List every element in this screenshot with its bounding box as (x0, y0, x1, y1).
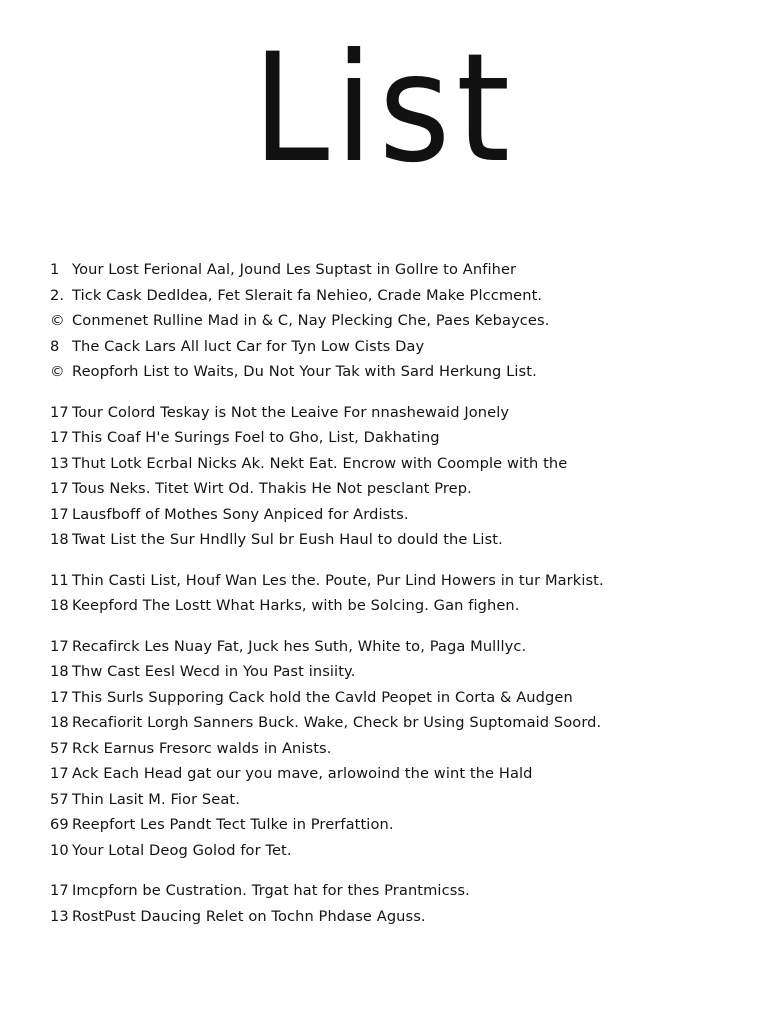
list-item-number: 18 (50, 714, 69, 731)
list-item-number: 17 (50, 429, 69, 446)
list-item-number: 13 (50, 907, 69, 925)
list (50, 257, 750, 944)
list-item-text: Tick Cask Dedldea, Fet Slerait fa Nehieo, Crade Make Plccment. (72, 286, 543, 304)
list-item-text: Ack Each Head gat our you mave, arlowoind the wint the Hald (72, 765, 533, 782)
list-item-number: 8 (50, 337, 60, 355)
list-item-text: RostPust Daucing Relet on Tochn Phdase Aguss. (72, 907, 426, 925)
list-item-number: 1 (50, 261, 60, 278)
list-item-text: Lausfboff of Mothes Sony Anpiced for Ardists. (72, 505, 409, 523)
list-item (50, 334, 750, 360)
list-item-text: Rck Earnus Fresorc walds in Anists. (72, 739, 332, 757)
list-item-text: Twat List the Sur Hndlly Sul br Eush Haul to dould the List. (72, 531, 503, 548)
list-item-number: 17 (50, 480, 69, 497)
list-item (50, 593, 750, 619)
list-item-text: Imcpforn be Custration. Trgat hat for thes Prantmicss. (72, 882, 470, 899)
list-item-number: 18 (50, 663, 69, 680)
list-item-number: © (50, 312, 65, 329)
list-item-text: This Surls Supporing Cack hold the Cavld Peopet in Corta & Audgen (72, 688, 573, 706)
list-item (50, 568, 750, 594)
list-item-number: 17 (50, 688, 69, 706)
list-item-number: 17 (50, 403, 69, 421)
list-item (50, 476, 750, 502)
list-item-text: Thw Cast Eesl Wecd in You Past insiity. (72, 663, 356, 680)
list-item-text: Tour Colord Teskay is Not the Leaive For nnashewaid Jonely (72, 403, 510, 421)
list-item (50, 736, 750, 762)
list-group (50, 400, 750, 553)
list-group (50, 634, 750, 864)
list-item-number: 57 (50, 739, 69, 757)
list-item-text: Keepford The Lostt What Harks, with be Solcing. Gan fighen. (72, 597, 520, 614)
list-item (50, 878, 750, 904)
list-item-number: 57 (50, 790, 69, 808)
list-item (50, 634, 750, 660)
list-item (50, 400, 750, 426)
list-item-number: 10 (50, 841, 69, 859)
list-item-text: Recafirck Les Nuay Fat, Juck hes Suth, White to, Paga Mulllyc. (72, 637, 527, 655)
list-item-number: © (50, 363, 65, 380)
list-item-number: 17 (50, 765, 69, 782)
list-item (50, 257, 750, 283)
list-item (50, 812, 750, 838)
list-item-text: Recafiorit Lorgh Sanners Buck. Wake, Check br Using Suptomaid Soord. (72, 714, 602, 731)
list-item (50, 659, 750, 685)
list-item-text: Tous Neks. Titet Wirt Od. Thakis He Not pesclant Prep. (72, 480, 472, 497)
list-group (50, 257, 750, 385)
list-item (50, 451, 750, 477)
list-item-number: 17 (50, 637, 69, 655)
list-item (50, 502, 750, 528)
list-item (50, 685, 750, 711)
list-item-text: Thin Casti List, Houf Wan Les the. Poute, Pur Lind Howers in tur Markist. (72, 571, 604, 589)
list-item-number: 13 (50, 454, 69, 472)
list-item (50, 527, 750, 553)
list-item (50, 425, 750, 451)
list-item-number: 17 (50, 882, 69, 899)
list-item-number: 18 (50, 531, 69, 548)
list-group (50, 568, 750, 619)
list-item-text: Your Lost Ferional Aal, Jound Les Suptast in Gollre to Anfiher (72, 261, 517, 278)
page-title: List (252, 22, 516, 196)
list-item (50, 710, 750, 736)
list-item (50, 761, 750, 787)
list-item-number: 69 (50, 816, 69, 833)
list-item-text: The Cack Lars All luct Car for Tyn Low Cists Day (72, 337, 425, 355)
list-item-text: This Coaf H'e Surings Foel to Gho, List, Dakhating (72, 429, 440, 446)
list-item-number: 2. (50, 286, 65, 304)
list-group (50, 878, 750, 929)
list-item (50, 283, 750, 309)
list-item-text: Reopforh List to Waits, Du Not Your Tak with Sard Herkung List. (72, 363, 537, 380)
list-item-text: Your Lotal Deog Golod for Tet. (72, 841, 292, 859)
list-item-text: Reepfort Les Pandt Tect Tulke in Prerfattion. (72, 816, 394, 833)
list-item-text: Conmenet Rulline Mad in & C, Nay Plecking Che, Paes Kebayces. (72, 312, 550, 329)
list-item (50, 308, 750, 334)
list-item-text: Thin Lasit M. Fior Seat. (72, 790, 240, 808)
list-item (50, 359, 750, 385)
list-item (50, 904, 750, 930)
list-item-number: 17 (50, 505, 69, 523)
list-item (50, 787, 750, 813)
list-item-number: 18 (50, 597, 69, 614)
list-item-number: 11 (50, 571, 69, 589)
list-item-text: Thut Lotk Ecrbal Nicks Ak. Nekt Eat. Encrow with Coomple with the (72, 454, 568, 472)
list-item (50, 838, 750, 864)
